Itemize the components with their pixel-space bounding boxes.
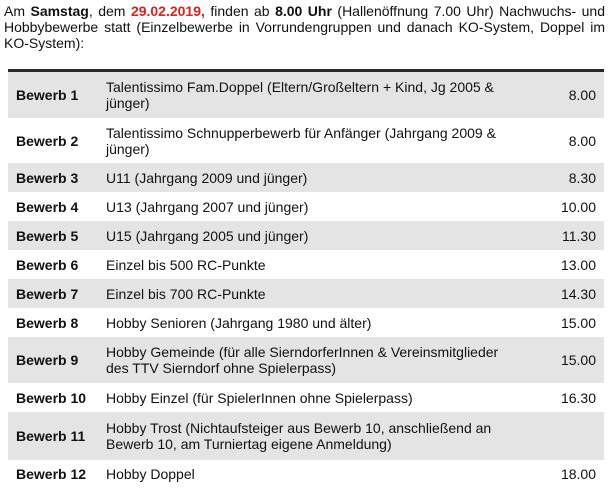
bewerb-time: 15.00 (560, 314, 596, 331)
bewerb-name: Bewerb 12 (16, 465, 87, 482)
bewerb-time: 14.30 (518, 279, 604, 308)
table-row (8, 460, 604, 487)
bewerb-time: 10.00 (560, 198, 596, 215)
table-row (8, 412, 604, 460)
intro-start-time: 8.00 Uhr (275, 3, 332, 19)
bewerb-description: U13 (Jahrgang 2007 und jünger) (106, 198, 309, 215)
table-row (8, 118, 604, 163)
bewerb-description: Hobby Doppel (106, 465, 195, 482)
bewerb-name: Bewerb 5 (8, 221, 98, 250)
bewerb-time: 16.30 (560, 389, 596, 406)
bewerb-name: Bewerb 9 (8, 337, 98, 383)
table-row (8, 192, 604, 221)
bewerb-description: U15 (Jahrgang 2005 und jünger) (98, 221, 518, 250)
bewerb-name: Bewerb 3 (8, 163, 98, 192)
table-row (8, 72, 604, 118)
bewerb-time: 8.30 (518, 163, 604, 192)
table-row (8, 163, 604, 192)
table-row (8, 337, 604, 383)
bewerb-time: 11.30 (518, 221, 604, 250)
intro-text-3: finden ab (204, 3, 276, 19)
bewerb-name: Bewerb 7 (8, 279, 98, 308)
bewerb-description: Einzel bis 700 RC-Punkte (98, 279, 518, 308)
bewerb-description: Hobby Senioren (Jahrgang 1980 und älter) (106, 314, 372, 331)
bewerb-description: Hobby Einzel (für SpielerInnen ohne Spielerpass) (106, 389, 413, 406)
bewerb-time: 18.00 (560, 465, 596, 482)
bewerb-description: U11 (Jahrgang 2009 und jünger) (98, 163, 518, 192)
table-row (8, 279, 604, 308)
table-row (8, 250, 604, 279)
bewerb-name: Bewerb 4 (16, 198, 79, 215)
bewerb-description: Hobby Trost (Nichtaufsteiger aus Bewerb 10, anschließend an Bewerb 10, am Turniertag eigene Anmeldung) (98, 412, 518, 460)
intro-day: Samstag (30, 3, 89, 19)
bewerb-name: Bewerb 8 (16, 314, 79, 331)
bewerb-time: 13.00 (560, 256, 596, 273)
bewerb-time: 8.00 (518, 72, 604, 118)
bewerb-name: Bewerb 6 (16, 256, 79, 273)
table-row (8, 221, 604, 250)
bewerb-time: 8.00 (568, 132, 596, 149)
schedule-table (8, 72, 604, 487)
bewerb-name: Bewerb 11 (8, 412, 98, 460)
bewerb-time: 15.00 (518, 337, 604, 383)
intro-text-4: (Hallenöffnung 7.00 Uhr) Nachwuchs- und Hobbybewerbe statt (Einzelbewerbe in Vorrundengruppen und danach KO-System, Doppel im KO-System): (4, 3, 605, 51)
bewerb-name: Bewerb 2 (16, 132, 79, 149)
table-row (8, 383, 604, 412)
intro-text-2: , dem (88, 3, 131, 19)
bewerb-description: Talentissimo Fam.Doppel (Eltern/Großeltern + Kind, Jg 2005 & jünger) (98, 72, 518, 118)
intro-text-1: Am (4, 3, 31, 19)
intro-date: 29.02.2019, (130, 3, 205, 19)
bewerb-name: Bewerb 10 (16, 389, 87, 406)
bewerb-description: Talentissimo Schnupperbewerb für Anfänger (Jahrgang 2009 & jünger) (106, 124, 496, 157)
schedule-table-wrap (8, 69, 604, 487)
bewerb-description: Hobby Gemeinde (für alle SierndorferInnen & Vereinsmitglieder des TTV Sierndorf ohne Spielerpass) (98, 337, 518, 383)
bewerb-name: Bewerb 1 (8, 72, 98, 118)
bewerb-description: Einzel bis 500 RC-Punkte (106, 256, 266, 273)
table-row (8, 308, 604, 337)
intro-paragraph (4, 3, 605, 51)
bewerb-time (518, 412, 604, 460)
